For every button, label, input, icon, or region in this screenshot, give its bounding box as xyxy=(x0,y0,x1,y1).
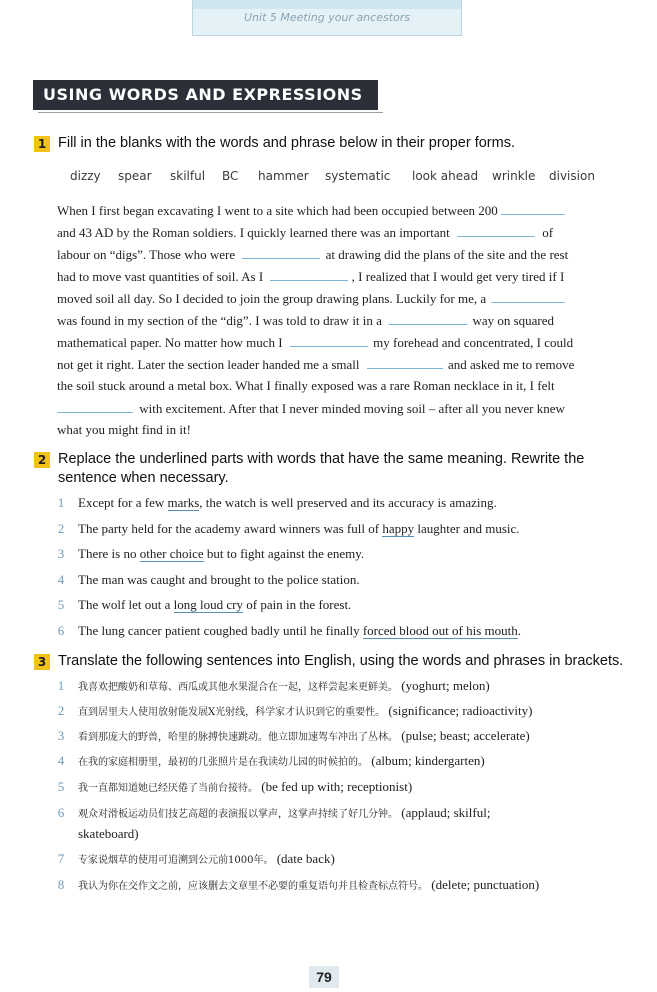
underlined-phrase: other choice xyxy=(139,546,204,561)
unit-title: Unit 5 Meeting your ancestors xyxy=(243,11,410,24)
underlined-phrase: long loud cry xyxy=(173,597,243,612)
word-bank-item: wrinkle xyxy=(492,169,536,183)
word-bank-item: hammer xyxy=(258,169,309,183)
paragraph-line: When I first began excavating I went to a site which had been occupied between 200 xyxy=(57,202,565,219)
answer-blank[interactable] xyxy=(389,312,467,325)
paragraph-line: and 43 AD by the Roman soldiers. I quickly learned there was an important of xyxy=(57,225,554,240)
paragraph-line: moved soil all day. So I decided to join the group drawing plans. Luckily for me, a xyxy=(57,290,565,307)
underlined-phrase: forced blood out of his mouth xyxy=(362,623,518,638)
answer-blank[interactable] xyxy=(290,334,368,347)
exercise-1-instruction: Fill in the blanks with the words and phrase below in their proper forms. xyxy=(58,135,515,151)
section-title: USING WORDS AND EXPRESSIONS xyxy=(43,85,363,104)
word-bank-item: BC xyxy=(222,169,239,183)
unit-header-tab xyxy=(192,0,462,36)
exercise-3-instruction: Translate the following sentences into English, using the words and phrases in brackets. xyxy=(58,653,624,669)
answer-blank[interactable] xyxy=(242,246,320,259)
word-bank-item: systematic xyxy=(325,169,391,183)
underlined-phrase: happy xyxy=(382,521,415,536)
exercise-3-number: 3 xyxy=(34,654,50,670)
banner-bar xyxy=(33,80,378,110)
answer-blank[interactable] xyxy=(457,224,535,237)
word-bank-item: skilful xyxy=(170,169,206,183)
paragraph-line: had to move vast quantities of soil. As I , I realized that I would get very tired if I xyxy=(57,269,565,284)
paragraph-line: was found in my section of the “dig”. I was told to draw it in a way on squared xyxy=(57,313,555,328)
word-bank-item: dizzy xyxy=(70,169,101,183)
paragraph-line: mathematical paper. No matter how much I my forehead and concentrated, I could xyxy=(57,335,574,350)
answer-blank[interactable] xyxy=(270,268,348,281)
underlined-phrase: marks xyxy=(167,495,200,510)
paragraph-line: with excitement. After that I never minded moving soil – after all you never knew xyxy=(57,400,565,417)
exercise-2-instruction-line-2: sentence when necessary. xyxy=(58,470,229,486)
page-number: 79 xyxy=(309,966,339,988)
answer-blank[interactable] xyxy=(501,202,565,215)
answer-blank[interactable] xyxy=(57,400,133,413)
answer-blank[interactable] xyxy=(367,356,443,369)
exercise-1-number: 1 xyxy=(34,136,50,152)
section-banner xyxy=(33,80,383,112)
word-bank-item: division xyxy=(549,169,595,183)
paragraph-line: labour on “digs”. Those who were at drawing did the plans of the site and the rest xyxy=(57,247,569,262)
exercise-2-instruction-line-1: Replace the underlined parts with words that have the same meaning. Rewrite the xyxy=(58,451,585,467)
word-bank-item: look ahead xyxy=(412,169,479,183)
exercise-2-number: 2 xyxy=(34,452,50,468)
paragraph-line: what you might find in it! xyxy=(57,422,191,437)
word-bank-item: spear xyxy=(118,169,152,183)
paragraph-line: the soil stuck around a metal box. What I finally exposed was a rare Roman necklace in it, I felt xyxy=(57,378,555,393)
answer-blank[interactable] xyxy=(491,290,565,303)
paragraph-line: not get it right. Later the section leader handed me a small and asked me to remove xyxy=(57,357,575,372)
